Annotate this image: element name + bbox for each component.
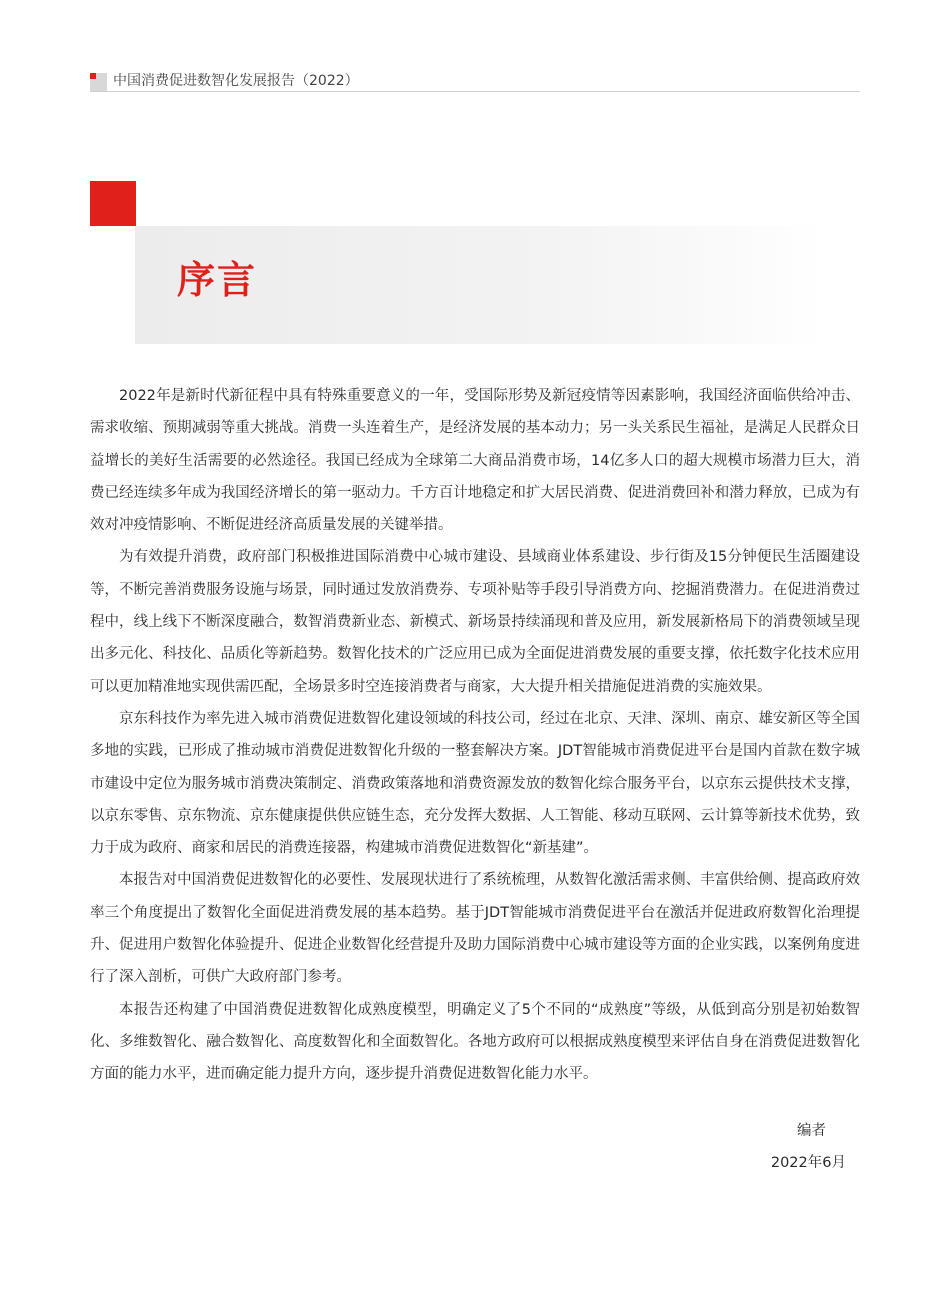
paragraph: 本报告还构建了中国消费促进数智化成熟度模型，明确定义了5个不同的“成熟度”等级，从低到高分别是初始数智化、多维数智化、融合数智化、高度数智化和全面数智化。各地方政府可以根据成熟度模型来评估自身在消费促进数智化方面的能力水平，进而确定能力提升方向，逐步提升消费促进数智化能力水平。: [90, 1001, 860, 1083]
page-header: [90, 70, 860, 92]
header-marker-icon: [90, 73, 107, 91]
signature-date: 2022年6月: [770, 1155, 846, 1171]
header-marker-accent: [90, 73, 96, 79]
paragraph: 为有效提升消费，政府部门积极推进国际消费中心城市建设、县域商业体系建设、步行街及15分钟便民生活圈建设等，不断完善消费服务设施与场景，同时通过发放消费券、专项补贴等手段引导消费方向、挖掘消费潜力。在促进消费过程中，线上线下不断深度融合，数智消费新业态、新模式、新场景持续涌现和普及应用，新发展新格局下的消费领域呈现出多元化、科技化、品质化等新趋势。数智化技术的广泛应用已成为全面促进消费发展的重要支撑，依托数字化技术应用可以更加精准地实现供需匹配，全场景多时空连接消费者与商家，大大提升相关措施促进消费的实施效果。: [90, 549, 860, 695]
report-title: 中国消费促进数智化发展报告（2022）: [113, 73, 359, 89]
signature-author: 编者: [797, 1123, 826, 1139]
section-accent-block: [90, 181, 136, 226]
signature-block: [771, 1118, 846, 1176]
page-title: 序言: [177, 258, 258, 302]
paragraph: 京东科技作为率先进入城市消费促进数智化建设领域的科技公司，经过在北京、天津、深圳、南京、雄安新区等全国多地的实践，已形成了推动城市消费促进数智化升级的一整套解决方案。JDT智能城市消费促进平台是国内首款在数字城市建设中定位为服务城市消费决策制定、消费政策落地和消费资源发放的数智化综合服务平台，以京东云提供技术支撑，以京东零售、京东物流、京东健康提供供应链生态，充分发挥大数据、人工智能、移动互联网、云计算等新技术优势，致力于成为政府、商家和居民的消费连接器，构建城市消费促进数智化“新基建”。: [90, 710, 860, 857]
preface-body: [90, 380, 860, 1091]
paragraph: 2022年是新时代新征程中具有特殊重要意义的一年，受国际形势及新冠疫情等因素影响，我国经济面临供给冲击、需求收缩、预期减弱等重大挑战。消费一头连着生产，是经济发展的基本动力；另一头关系民生福祉，是满足人民群众日益增长的美好生活需要的必然途径。我国已经成为全球第二大商品消费市场，14亿多人口的超大规模市场潜力巨大，消费已经连续多年成为我国经济增长的第一驱动力。千方百计地稳定和扩大居民消费、促进消费回补和潜力释放，已成为有效对冲疫情影响、不断促进经济高质量发展的关键举措。: [90, 388, 860, 534]
paragraph: 本报告对中国消费促进数智化的必要性、发展现状进行了系统梳理，从数智化激活需求侧、丰富供给侧、提高政府效率三个角度提出了数智化全面促进消费发展的基本趋势。基于JDT智能城市消费促进平台在激活并促进政府数智化治理提升、促进用户数智化体验提升、促进企业数智化经营提升及助力国际消费中心城市建设等方面的企业实践，以案例角度进行了深入剖析，可供广大政府部门参考。: [90, 872, 860, 986]
